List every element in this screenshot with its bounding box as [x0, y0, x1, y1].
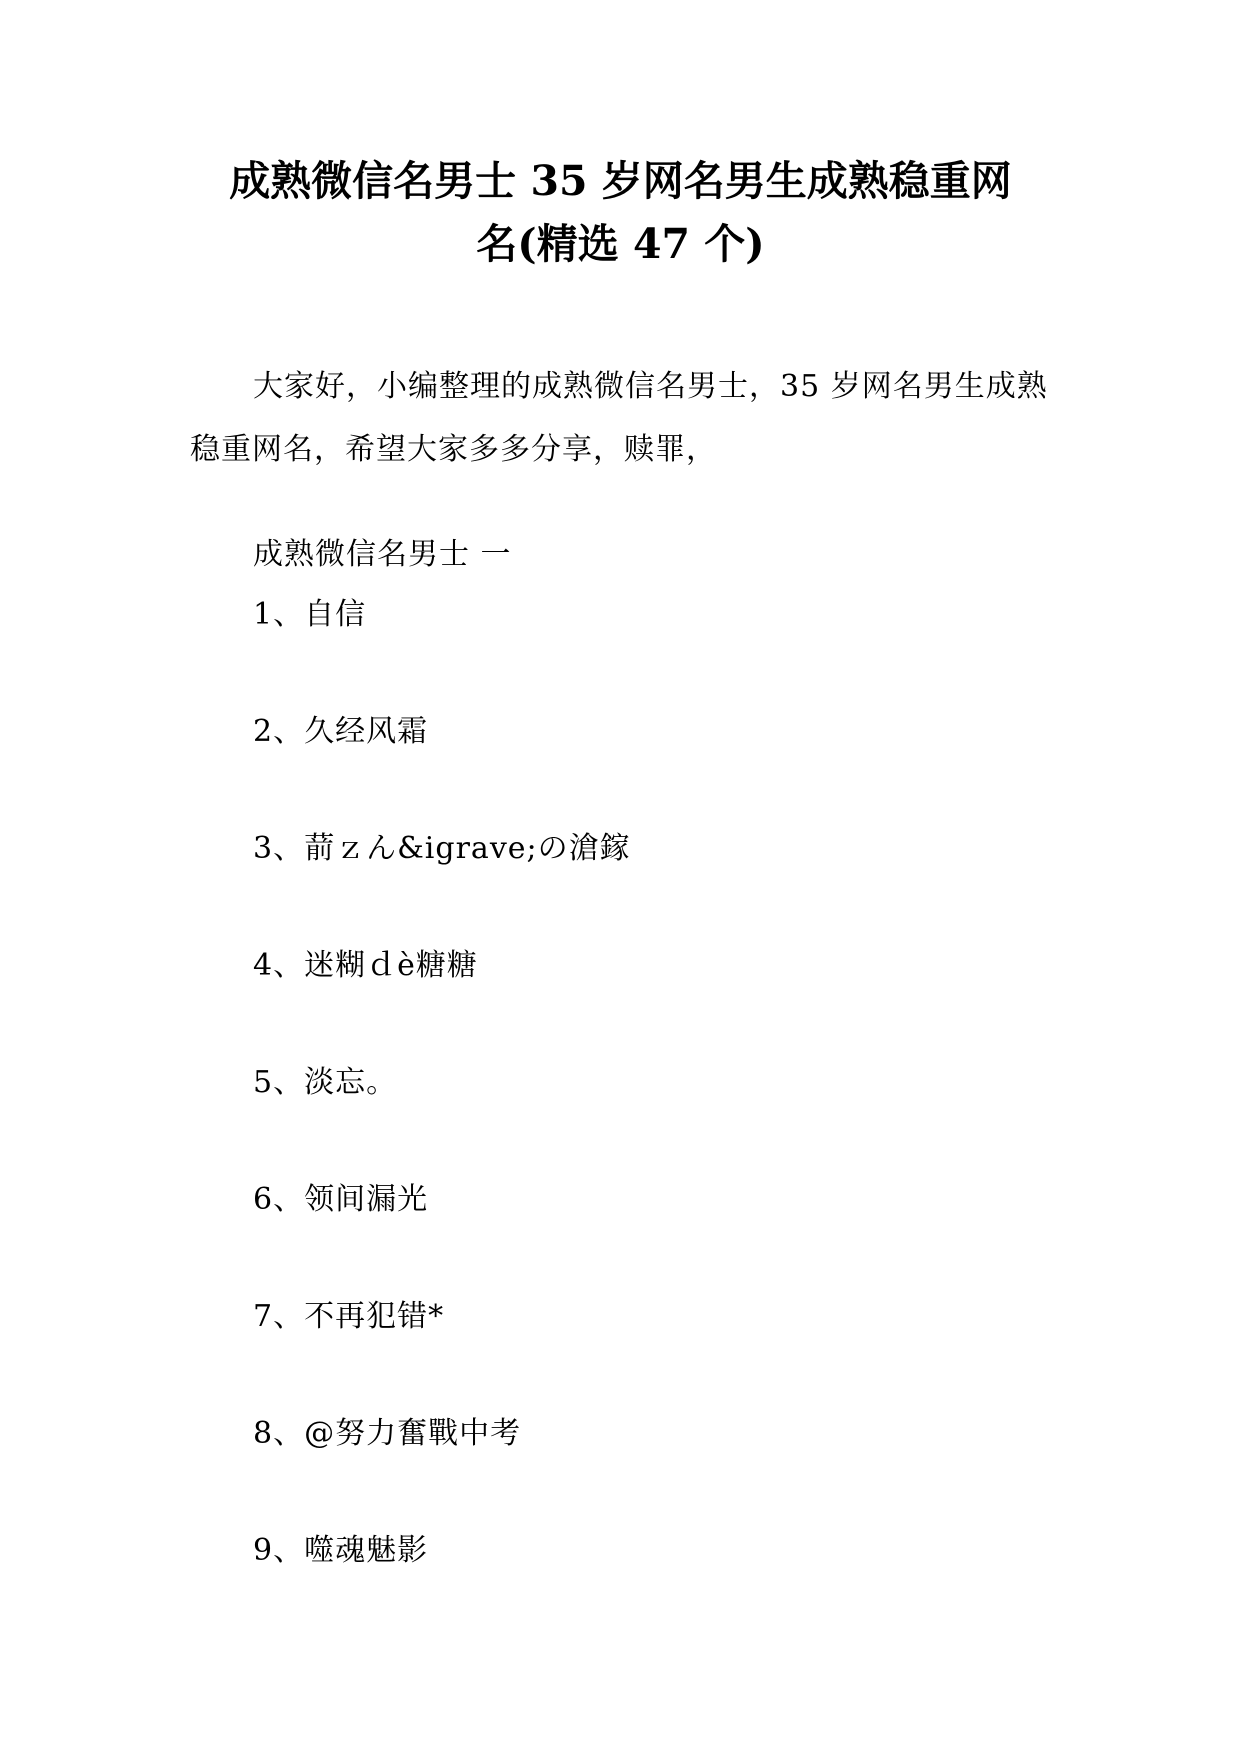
title-line-1: 成熟微信名男士 35 岁网名男生成熟稳重网: [229, 157, 1012, 205]
title-line-2: 名(精选 47 个): [476, 220, 765, 268]
list-item: 8、@努力奮戰中考: [253, 1416, 522, 1451]
list-item: 2、久经风霜: [253, 714, 429, 749]
list-item: 3、葥ｚん&igrave;の滄鎵: [253, 831, 631, 866]
document-title: [185, 150, 1056, 276]
list-item: 9、噬魂魅影: [253, 1533, 429, 1568]
list-item: 5、淡忘。: [253, 1065, 398, 1100]
intro-paragraph: 大家好，小编整理的成熟微信名男士，35 岁网名男生成熟稳重网名，希望大家多多分享，赎罪，: [190, 369, 1048, 467]
list-item: 7、不再犯错*: [253, 1299, 445, 1334]
name-list: [253, 590, 631, 1643]
section-heading: 成熟微信名男士 一: [253, 537, 512, 572]
list-item: 1、自信: [253, 597, 367, 632]
list-item: 4、迷糊ｄè糖糖: [253, 948, 478, 983]
list-item: 6、领间漏光: [253, 1182, 429, 1217]
